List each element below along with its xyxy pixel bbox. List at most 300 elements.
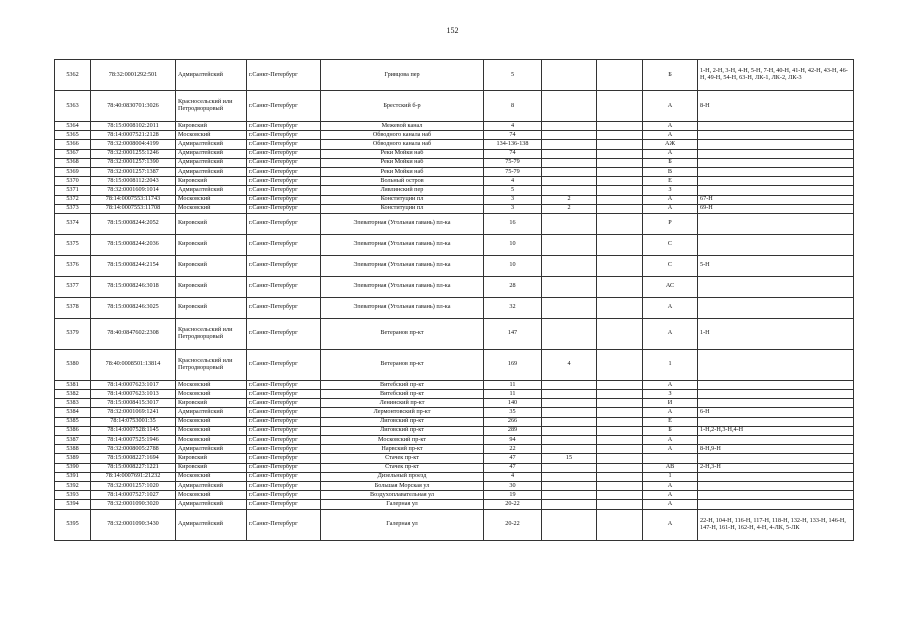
cell-cadastral: 78:15:0008244:2154: [91, 255, 176, 276]
cell-city: г.Санкт-Петербург: [247, 140, 321, 149]
cell-district: Московский: [176, 472, 247, 481]
cell-city: г.Санкт-Петербург: [247, 408, 321, 417]
cell-number: 5364: [55, 122, 91, 131]
cell-street: Нарвский пр-кт: [321, 445, 484, 454]
cell-street: Конституции пл: [321, 204, 484, 213]
cell-premises: [698, 186, 854, 195]
cell-street: Элеваторная (Угольная гавань) пл-ка: [321, 276, 484, 297]
cell-city: г.Санкт-Петербург: [247, 445, 321, 454]
cell-cadastral: 78:40:0830701:3026: [91, 91, 176, 122]
cell-house: 20-22: [484, 509, 542, 540]
cell-premises: [698, 390, 854, 399]
cell-structure: [597, 318, 643, 349]
cell-number: 5390: [55, 463, 91, 472]
cell-premises: 8-Н,9-Н: [698, 445, 854, 454]
cell-building: [542, 167, 597, 176]
cell-street: Дизельный проезд: [321, 472, 484, 481]
cell-house: 30: [484, 481, 542, 490]
cell-letter: А: [643, 408, 698, 417]
cell-cadastral: 78:32:0001090:3430: [91, 509, 176, 540]
cell-letter: С: [643, 255, 698, 276]
cell-house: 16: [484, 213, 542, 234]
cell-district: Московский: [176, 417, 247, 426]
table-row: [55, 426, 854, 435]
cell-house: 10: [484, 255, 542, 276]
cell-house: 169: [484, 349, 542, 380]
cell-letter: 1: [643, 472, 698, 481]
cell-street: Элеваторная (Угольная гавань) пл-ка: [321, 213, 484, 234]
cell-number: 5363: [55, 91, 91, 122]
cell-building: [542, 491, 597, 500]
cell-number: 5395: [55, 509, 91, 540]
cell-letter: В: [643, 167, 698, 176]
cell-city: г.Санкт-Петербург: [247, 436, 321, 445]
cell-street: Реки Мойки наб: [321, 167, 484, 176]
cell-city: г.Санкт-Петербург: [247, 454, 321, 463]
cell-premises: [698, 380, 854, 389]
cell-city: г.Санкт-Петербург: [247, 463, 321, 472]
cell-number: 5373: [55, 204, 91, 213]
cell-premises: [698, 349, 854, 380]
cell-number: 5374: [55, 213, 91, 234]
cell-structure: [597, 454, 643, 463]
cell-structure: [597, 60, 643, 91]
cell-building: [542, 426, 597, 435]
table-row: [55, 454, 854, 463]
cell-district: Красносельский или Петродворцовый: [176, 318, 247, 349]
cell-building: [542, 380, 597, 389]
cell-house: 11: [484, 380, 542, 389]
cell-premises: [698, 297, 854, 318]
cell-cadastral: 78:14:0007553:11743: [91, 195, 176, 204]
cell-letter: АВ: [643, 463, 698, 472]
cell-letter: А: [643, 195, 698, 204]
cell-street: Брестский б-р: [321, 91, 484, 122]
table-row: [55, 195, 854, 204]
cell-cadastral: 78:14:0007525:1946: [91, 436, 176, 445]
cell-letter: С: [643, 234, 698, 255]
cell-letter: [643, 454, 698, 463]
cell-premises: 1-Н,2-Н,3-Н,4-Н: [698, 426, 854, 435]
cell-street: Стачек пр-кт: [321, 454, 484, 463]
cell-premises: [698, 234, 854, 255]
cell-premises: [698, 149, 854, 158]
cell-premises: 69-Н: [698, 204, 854, 213]
cell-street: Элеваторная (Угольная гавань) пл-ка: [321, 297, 484, 318]
table-row: [55, 297, 854, 318]
cell-district: Московский: [176, 131, 247, 140]
cell-building: [542, 213, 597, 234]
cell-cadastral: 78:15:0008112:2043: [91, 177, 176, 186]
cell-city: г.Санкт-Петербург: [247, 158, 321, 167]
cell-premises: [698, 177, 854, 186]
cell-district: Адмиралтейский: [176, 158, 247, 167]
cell-street: Вольный остров: [321, 177, 484, 186]
cell-number: 5365: [55, 131, 91, 140]
cell-letter: АС: [643, 276, 698, 297]
cell-house: 3: [484, 195, 542, 204]
table-row: [55, 417, 854, 426]
cell-district: Кировский: [176, 234, 247, 255]
table-row: [55, 234, 854, 255]
cell-city: г.Санкт-Петербург: [247, 131, 321, 140]
cell-building: [542, 140, 597, 149]
cell-premises: 5-Н: [698, 255, 854, 276]
cell-house: 4: [484, 472, 542, 481]
cell-house: 35: [484, 408, 542, 417]
cell-cadastral: 78:32:0001090:3020: [91, 500, 176, 509]
cell-building: 15: [542, 454, 597, 463]
cell-number: 5382: [55, 390, 91, 399]
cell-street: Галерная ул: [321, 500, 484, 509]
cell-house: 94: [484, 436, 542, 445]
cell-building: [542, 509, 597, 540]
cell-house: 32: [484, 297, 542, 318]
cell-street: Галерная ул: [321, 509, 484, 540]
cell-number: 5394: [55, 500, 91, 509]
cell-letter: Б: [643, 426, 698, 435]
cell-letter: З: [643, 390, 698, 399]
cell-letter: А: [643, 491, 698, 500]
cell-number: 5393: [55, 491, 91, 500]
cell-premises: [698, 454, 854, 463]
property-table: [54, 59, 854, 541]
cell-street: Лермонтовский пр-кт: [321, 408, 484, 417]
cell-district: Московский: [176, 390, 247, 399]
cell-structure: [597, 122, 643, 131]
cell-district: Адмиралтейский: [176, 445, 247, 454]
cell-house: 8: [484, 91, 542, 122]
cell-district: Адмиралтейский: [176, 408, 247, 417]
cell-letter: А: [643, 318, 698, 349]
cell-city: г.Санкт-Петербург: [247, 380, 321, 389]
cell-city: г.Санкт-Петербург: [247, 426, 321, 435]
cell-cadastral: 78:15:0008227:1221: [91, 463, 176, 472]
table-body: [55, 60, 854, 541]
cell-letter: А: [643, 509, 698, 540]
cell-house: 140: [484, 399, 542, 408]
cell-premises: [698, 140, 854, 149]
cell-city: г.Санкт-Петербург: [247, 91, 321, 122]
cell-district: Кировский: [176, 255, 247, 276]
cell-city: г.Санкт-Петербург: [247, 390, 321, 399]
cell-street: Стачек пр-кт: [321, 463, 484, 472]
cell-district: Адмиралтейский: [176, 140, 247, 149]
cell-building: [542, 408, 597, 417]
cell-house: 289: [484, 426, 542, 435]
cell-number: 5369: [55, 167, 91, 176]
cell-letter: А: [643, 380, 698, 389]
cell-house: 19: [484, 491, 542, 500]
cell-street: Элеваторная (Угольная гавань) пл-ка: [321, 234, 484, 255]
cell-cadastral: 78:32:0001257:1020: [91, 481, 176, 490]
table-row: [55, 445, 854, 454]
cell-building: [542, 60, 597, 91]
cell-district: Кировский: [176, 463, 247, 472]
cell-city: г.Санкт-Петербург: [247, 318, 321, 349]
cell-street: Реки Мойки наб: [321, 149, 484, 158]
cell-number: 5385: [55, 417, 91, 426]
cell-district: Адмиралтейский: [176, 500, 247, 509]
table-row: [55, 149, 854, 158]
cell-district: Кировский: [176, 177, 247, 186]
table-row: [55, 436, 854, 445]
cell-cadastral: 78:15:0008227:1694: [91, 454, 176, 463]
cell-street: Ветеранов пр-кт: [321, 349, 484, 380]
cell-letter: Е: [643, 177, 698, 186]
cell-structure: [597, 509, 643, 540]
cell-house: 47: [484, 463, 542, 472]
cell-city: г.Санкт-Петербург: [247, 149, 321, 158]
cell-number: 5381: [55, 380, 91, 389]
cell-building: [542, 177, 597, 186]
cell-cadastral: 78:40:0847602:2308: [91, 318, 176, 349]
cell-premises: [698, 399, 854, 408]
cell-district: Кировский: [176, 454, 247, 463]
cell-district: Московский: [176, 436, 247, 445]
cell-district: Адмиралтейский: [176, 167, 247, 176]
cell-number: 5380: [55, 349, 91, 380]
table-row: [55, 177, 854, 186]
cell-structure: [597, 276, 643, 297]
cell-city: г.Санкт-Петербург: [247, 481, 321, 490]
page-number: 152: [446, 26, 459, 35]
cell-district: Адмиралтейский: [176, 149, 247, 158]
cell-district: Московский: [176, 204, 247, 213]
cell-building: [542, 399, 597, 408]
cell-structure: [597, 445, 643, 454]
cell-premises: 67-Н: [698, 195, 854, 204]
cell-building: [542, 158, 597, 167]
cell-house: 75-79: [484, 167, 542, 176]
table-row: [55, 122, 854, 131]
table-row: [55, 213, 854, 234]
table-row: [55, 463, 854, 472]
table-row: [55, 408, 854, 417]
cell-house: 266: [484, 417, 542, 426]
cell-number: 5378: [55, 297, 91, 318]
cell-cadastral: 78:32:0001069:1241: [91, 408, 176, 417]
cell-number: 5386: [55, 426, 91, 435]
cell-structure: [597, 500, 643, 509]
cell-structure: [597, 204, 643, 213]
cell-number: 5370: [55, 177, 91, 186]
cell-house: 3: [484, 204, 542, 213]
cell-district: Кировский: [176, 213, 247, 234]
cell-letter: З: [643, 186, 698, 195]
cell-structure: [597, 417, 643, 426]
cell-house: 4: [484, 177, 542, 186]
cell-premises: 8-Н: [698, 91, 854, 122]
cell-letter: Р: [643, 213, 698, 234]
cell-street: Московский пр-кт: [321, 436, 484, 445]
cell-district: Адмиралтейский: [176, 186, 247, 195]
cell-number: 5372: [55, 195, 91, 204]
cell-street: Ленинский пр-кт: [321, 399, 484, 408]
cell-structure: [597, 91, 643, 122]
cell-city: г.Санкт-Петербург: [247, 500, 321, 509]
cell-city: г.Санкт-Петербург: [247, 255, 321, 276]
cell-cadastral: 78:14:0007553:11708: [91, 204, 176, 213]
cell-structure: [597, 390, 643, 399]
cell-street: Витебский пр-кт: [321, 380, 484, 389]
cell-letter: А: [643, 436, 698, 445]
cell-building: 4: [542, 349, 597, 380]
cell-building: [542, 276, 597, 297]
table-row: [55, 158, 854, 167]
cell-structure: [597, 255, 643, 276]
cell-street: Гривцова пер: [321, 60, 484, 91]
cell-city: г.Санкт-Петербург: [247, 60, 321, 91]
cell-city: г.Санкт-Петербург: [247, 297, 321, 318]
cell-city: г.Санкт-Петербург: [247, 234, 321, 255]
table-row: [55, 472, 854, 481]
cell-structure: [597, 140, 643, 149]
cell-cadastral: 78:15:0008244:2036: [91, 234, 176, 255]
cell-house: 10: [484, 234, 542, 255]
cell-structure: [597, 426, 643, 435]
cell-district: Адмиралтейский: [176, 60, 247, 91]
cell-letter: Б: [643, 60, 698, 91]
table-row: [55, 380, 854, 389]
cell-number: 5389: [55, 454, 91, 463]
cell-premises: [698, 131, 854, 140]
cell-street: Конституции пл: [321, 195, 484, 204]
cell-cadastral: 78:32:0001257:1390: [91, 158, 176, 167]
cell-structure: [597, 436, 643, 445]
cell-premises: [698, 213, 854, 234]
cell-city: г.Санкт-Петербург: [247, 186, 321, 195]
cell-city: г.Санкт-Петербург: [247, 204, 321, 213]
cell-city: г.Санкт-Петербург: [247, 491, 321, 500]
cell-building: [542, 436, 597, 445]
cell-letter: А: [643, 122, 698, 131]
cell-city: г.Санкт-Петербург: [247, 167, 321, 176]
cell-cadastral: 78:15:0008246:3018: [91, 276, 176, 297]
table-row: [55, 390, 854, 399]
cell-city: г.Санкт-Петербург: [247, 472, 321, 481]
cell-house: 147: [484, 318, 542, 349]
cell-structure: [597, 380, 643, 389]
cell-building: 2: [542, 195, 597, 204]
table-row: [55, 167, 854, 176]
cell-cadastral: 78:14:0007527:1027: [91, 491, 176, 500]
cell-cadastral: 78:40:0008501:13814: [91, 349, 176, 380]
cell-structure: [597, 149, 643, 158]
cell-number: 5375: [55, 234, 91, 255]
cell-premises: [698, 500, 854, 509]
cell-house: 20-22: [484, 500, 542, 509]
cell-street: Витебский пр-кт: [321, 390, 484, 399]
cell-building: [542, 390, 597, 399]
cell-district: Адмиралтейский: [176, 481, 247, 490]
cell-cadastral: 78:32:0008005:2788: [91, 445, 176, 454]
cell-city: г.Санкт-Петербург: [247, 122, 321, 131]
cell-district: Кировский: [176, 297, 247, 318]
cell-building: [542, 297, 597, 318]
cell-city: г.Санкт-Петербург: [247, 349, 321, 380]
cell-cadastral: 78:32:0001257:1387: [91, 167, 176, 176]
cell-building: [542, 255, 597, 276]
cell-house: 28: [484, 276, 542, 297]
cell-building: [542, 481, 597, 490]
cell-letter: А: [643, 500, 698, 509]
cell-city: г.Санкт-Петербург: [247, 276, 321, 297]
cell-structure: [597, 349, 643, 380]
cell-street: Лявлинский пер: [321, 186, 484, 195]
table-row: [55, 500, 854, 509]
cell-cadastral: 78:15:0008102:2011: [91, 122, 176, 131]
cell-city: г.Санкт-Петербург: [247, 195, 321, 204]
cell-letter: А: [643, 445, 698, 454]
cell-structure: [597, 131, 643, 140]
cell-number: 5371: [55, 186, 91, 195]
cell-letter: И: [643, 399, 698, 408]
cell-structure: [597, 177, 643, 186]
cell-number: 5368: [55, 158, 91, 167]
cell-city: г.Санкт-Петербург: [247, 417, 321, 426]
cell-letter: А: [643, 481, 698, 490]
cell-letter: А: [643, 204, 698, 213]
cell-premises: 1-Н: [698, 318, 854, 349]
table-row: [55, 186, 854, 195]
cell-district: Кировский: [176, 122, 247, 131]
cell-building: [542, 472, 597, 481]
cell-district: Московский: [176, 491, 247, 500]
cell-structure: [597, 234, 643, 255]
cell-cadastral: 78:32:0001255:1246: [91, 149, 176, 158]
cell-house: 74: [484, 131, 542, 140]
cell-district: Московский: [176, 380, 247, 389]
cell-number: 5388: [55, 445, 91, 454]
cell-number: 5379: [55, 318, 91, 349]
cell-letter: Б: [643, 158, 698, 167]
table-row: [55, 60, 854, 91]
cell-street: Большая Морская ул: [321, 481, 484, 490]
cell-house: 4: [484, 122, 542, 131]
table-row: [55, 140, 854, 149]
cell-cadastral: 78:14:0007623:1017: [91, 380, 176, 389]
cell-district: Адмиралтейский: [176, 509, 247, 540]
cell-district: Кировский: [176, 399, 247, 408]
cell-cadastral: 78:32:0001292:501: [91, 60, 176, 91]
cell-premises: [698, 481, 854, 490]
cell-premises: 6-Н: [698, 408, 854, 417]
cell-house: 5: [484, 186, 542, 195]
table-row: [55, 399, 854, 408]
table-row: [55, 131, 854, 140]
cell-street: Межевой канал: [321, 122, 484, 131]
cell-street: Лиговский пр-кт: [321, 426, 484, 435]
cell-building: [542, 234, 597, 255]
table-row: [55, 255, 854, 276]
cell-house: 134-136-138: [484, 140, 542, 149]
cell-number: 5384: [55, 408, 91, 417]
cell-building: [542, 131, 597, 140]
cell-building: [542, 445, 597, 454]
cell-number: 5392: [55, 481, 91, 490]
cell-premises: 22-Н, 104-Н, 116-Н, 117-Н, 118-Н, 132-Н, 133-Н, 146-Н, 147-Н, 161-Н, 162-Н, 4-Н, 4-ЛК, 5-ЛК: [698, 509, 854, 540]
cell-structure: [597, 213, 643, 234]
cell-city: г.Санкт-Петербург: [247, 177, 321, 186]
cell-cadastral: 78:14:0007528:1145: [91, 426, 176, 435]
cell-house: 74: [484, 149, 542, 158]
cell-street: Воздухоплавательная ул: [321, 491, 484, 500]
cell-number: 5367: [55, 149, 91, 158]
cell-premises: [698, 167, 854, 176]
cell-structure: [597, 167, 643, 176]
cell-number: 5362: [55, 60, 91, 91]
